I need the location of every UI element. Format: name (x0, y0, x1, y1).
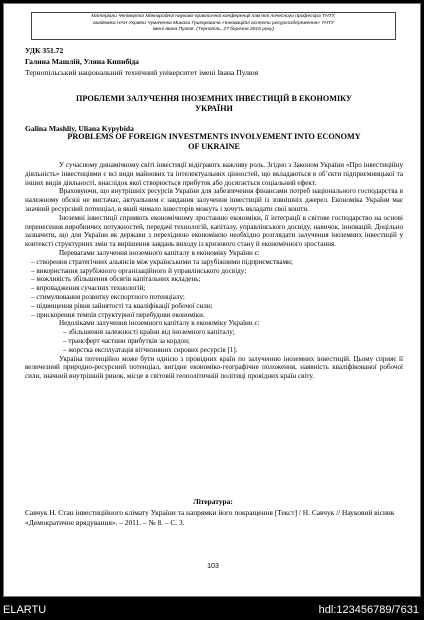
reference-item: Савчук Н. Стан інвестиційного клімату України та напрямки його покращення [Текст] / Н. Савчук // Науковий вісник «Демократичне врядування». – 2011. – № 8. – С. 3. (25, 508, 395, 527)
paragraph: У сучасному динамічному світі інвестиції відіграють важливу роль. Згідно з Законом України «Про інвестиційну діяльність» інвестиціями є всі види майнових та інтелектуальних цінностей, що вкладаються в об’єкти підприємницької та інших видів діяльності, внаслідок якої створюється прибуток або досягається соціальний ефект. (25, 161, 403, 187)
paragraph: Україна потенційно може бути однією з провідних країн по залученню іноземних інвестицій. Цьому сприяє її величезний природно-ресурсний потенціал, вигідне економіко-географічне положення, наявність кваліфікованої робочої сили, значний внутрішній ринок, місце в світовій геополітичній політиці провідних країн світу. (25, 354, 403, 381)
list-item: – стимулювання розвитку експортного потенціалу; (31, 292, 185, 301)
header-line: Матеріали Четвертої Міжнародної науково-практичної конференції пам’яті почесного професора ТНТУ, (91, 14, 336, 19)
authors-english: Galina Mashliy, Uliana Kypybida (25, 124, 134, 133)
conference-header (31, 12, 396, 40)
page-number: 103 (207, 563, 219, 570)
list-item: – підвищення рівня зайнятості та кваліфікації робочої сили; (31, 301, 213, 310)
list-item: – прискорення темпів структурної перебудови економіки. (31, 310, 205, 319)
list-item: – використання зарубіжного організаційного й управлінського досвіду; (31, 266, 247, 275)
header-line: академіка НАН України Чумаченка Миколи Григоровича «Інноваційні аспекти ресурсозбереження» ТНТУ (92, 20, 335, 26)
authors-ukrainian: Галина Машлій, Уляна Кипибіда (25, 57, 139, 66)
affiliation: Тернопільський національний технічний університет імені Івана Пулюя (25, 68, 259, 77)
paragraph: Іноземні інвестиції сприяють економічному зростанню економіки, її інтеграції в світове господарство на основі перенесення виробничих потужностей, передачі технологій, капіталу, управлінського досвіду, навичок, інновацій. Доцільно зазначити, що для України як держави з перехідною економікою необхідно розглядати залучення іноземних інвестицій у контексті структурних змін та вирішення завдань виходу із кризового стану й економічного зростання. (25, 213, 403, 249)
disadvantages-intro: Недоліками залучення іноземного капіталу в економіку України є: (59, 319, 260, 328)
title-english: PROBLEMS OF FOREIGN INVESTMENTS INVOLVEMENT INTO ECONOMY OF UKRAINE (67, 132, 361, 151)
list-item: – жорстка експлуатація вітчизняних сирових ресурсів [1]. (63, 345, 238, 354)
list-item: – збільшення залежності країни від іноземного капіталу; (63, 328, 235, 337)
literature-title: Література: (193, 497, 233, 506)
list-item: – можливість збільшення обсягів капітальних вкладень; (31, 275, 201, 284)
handle-identifier: hdl:123456789/7631 (318, 604, 419, 616)
list-item: – впровадження сучасних технологій; (31, 284, 146, 293)
list-item: – трансферт частини прибутків за кордон; (63, 336, 190, 345)
udk-code: УДК 351.72 (25, 46, 64, 55)
list-item: – створення стратегічних альянсів між українськими та зарубіжними підприємствами; (31, 257, 293, 266)
repository-label: ELARTU (3, 604, 47, 616)
paper-page (3, 3, 421, 597)
article-body (25, 161, 403, 381)
paragraph: Враховуючи, що внутрішніх ресурсів України для забезпечення фінансами потреб національного господарства в належному обсязі не вистачає, актуальним є завдання залучення інвестицій із зовнішніх джерел. Економіка України має значний ресурсний потенціал, в який чимало інвесторів можуть і хочуть вкладати свої кошти. (25, 187, 403, 213)
advantages-intro: Перевагами залучення іноземного капіталу в економіку України є: (59, 248, 260, 257)
header-line: імені Івана Пулюя. (Тернопіль, 27 березня 2015 року) (152, 27, 275, 32)
title-ukrainian: ПРОБЛЕМИ ЗАЛУЧЕННЯ ІНОЗЕМНИХ ІНВЕСТИЦІЙ В ЕКОНОМІКУ УКРАЇНИ (76, 94, 352, 113)
